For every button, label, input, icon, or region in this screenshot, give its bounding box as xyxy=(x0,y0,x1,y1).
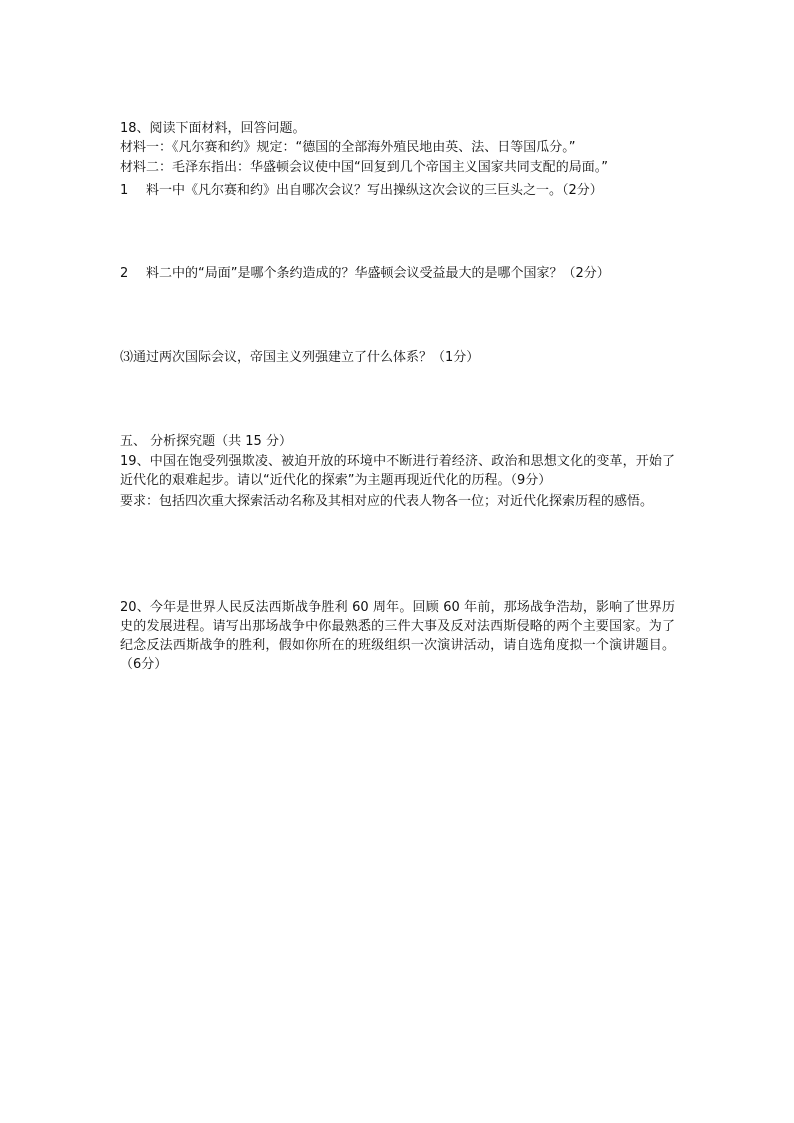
q18-sub1-number: 1 xyxy=(120,183,129,198)
q18-title: 18、阅读下面材料，回答问题。 xyxy=(120,121,306,136)
q18-sub2-number: 2 xyxy=(120,266,129,281)
q20-text: 20、今年是世界人民反法西斯战争胜利 60 周年。回顾 60 年前，那场战争浩劫，影响了世界历史的发展进程。请写出那场战争中你最熟悉的三件大事及反对法西斯侵略的两个主要国家。为了纪念反法西斯战争的胜利，假如你所在的班级组织一次演讲活动，请自选角度拟一个演讲题目。（6分） xyxy=(120,600,675,672)
q18-subquestion-2 xyxy=(120,264,610,283)
q19-text: 19、中国在饱受列强欺凌、被迫开放的环境中不断进行着经济、政治和思想文化的变革，开始了近代化的艰难起步。请以“近代化的探索”为主题再现近代化的历程。（9分） xyxy=(120,454,675,488)
q18-sub1-text: 料一中《凡尔赛和约》出自哪次会议？写出操纵这次会议的三巨头之一。（2分） xyxy=(146,183,603,198)
q18-material-1: 材料一：《凡尔赛和约》规定：“德国的全部海外殖民地由英、法、日等国瓜分。” xyxy=(120,140,576,155)
q18-subquestion-1 xyxy=(120,181,603,200)
q18-subquestion-3: ⑶通过两次国际会议，帝国主义列强建立了什么体系？（1分） xyxy=(120,350,480,365)
q18-sub2-text: 料二中的“局面”是哪个条约造成的？华盛顿会议受益最大的是哪个国家？（2分） xyxy=(146,266,610,281)
q18-material-2: 材料二：毛泽东指出：华盛顿会议使中国“回复到几个帝国主义国家共同支配的局面。” xyxy=(120,160,608,175)
section-5-heading: 五、 分析探究题（共 15 分） xyxy=(120,434,292,449)
q19-requirement: 要求：包括四次重大探索活动名称及其相对应的代表人物各一位；对近代化探索历程的感悟。 xyxy=(120,494,654,509)
